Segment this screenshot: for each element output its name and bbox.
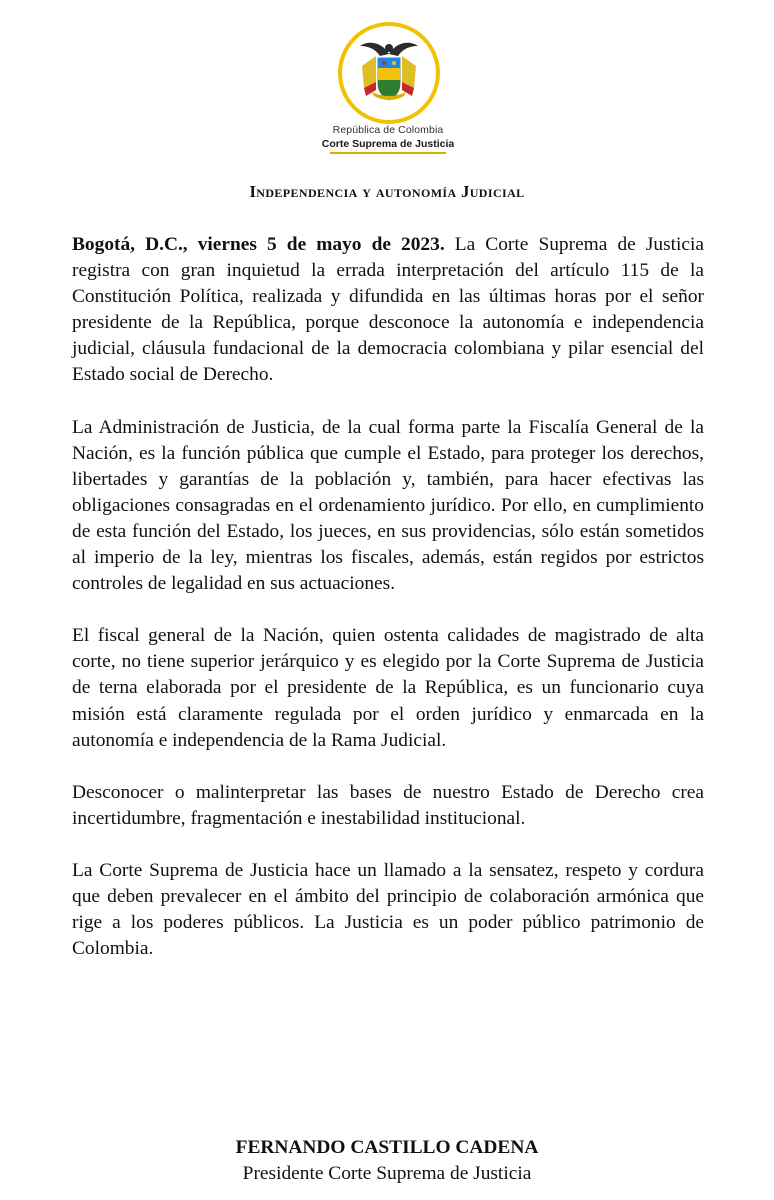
paragraph-2: La Administración de Justicia, de la cual forma parte la Fiscalía General de la Nación, es la función pública que cumple el Estado, para proteger los derechos, libertades y garantías de la población y, también, para hacer efectivas las obligaciones consagradas en el ordenamiento jurídico. Por ello, en cumplimiento de esta función del Estado, los jueces, en sus providencias, sólo están sometidos al imperio de la ley, mientras los fiscales, además, están regidos por estrictos controles de legalidad en sus actuaciones. bbox=[72, 416, 704, 595]
paragraph-4: Desconocer o malinterpretar las bases de nuestro Estado de Derecho crea incertidumbre, fragmentación e inestabilidad institucional. bbox=[72, 781, 704, 829]
issuer-underline bbox=[330, 152, 446, 154]
dateline: Bogotá, D.C., viernes 5 de mayo de 2023. bbox=[72, 234, 445, 255]
signatory-name: FERNANDO CASTILLO CADENA bbox=[235, 1137, 539, 1158]
document-body bbox=[72, 232, 704, 988]
signature-block bbox=[0, 1135, 774, 1187]
issuer-block bbox=[300, 123, 476, 154]
paragraph-1-text: La Corte Suprema de Justicia registra con gran inquietud la errada interpretación del artículo 115 de la Constitución Política, realizada y difundida en las últimas horas por el señor presidente de la República, porque desconoce la autonomía e independencia judicial, cláusula fundacional de la democracia colombiana y pilar esencial del Estado social de Derecho. bbox=[72, 234, 704, 386]
signatory-role: Presidente Corte Suprema de Justicia bbox=[242, 1163, 532, 1184]
document-title: Independencia y autonomía Judicial bbox=[249, 182, 525, 201]
court-seal bbox=[338, 22, 440, 124]
issuer-country: República de Colombia bbox=[332, 124, 444, 136]
paragraph-5: La Corte Suprema de Justicia hace un llamado a la sensatez, respeto y cordura que deben prevalecer en el ámbito del principio de colaboración armónica que rige a los poderes públicos. La Justicia es un poder público patrimonio de Colombia. bbox=[72, 859, 704, 960]
paragraph-3: El fiscal general de la Nación, quien ostenta calidades de magistrado de alta corte, no tiene superior jerárquico y es elegido por la Corte Suprema de Justicia de terna elaborada por el presidente de la República, es un funcionario cuya misión está claramente regulada por el orden jurídico y enmarcada en la autonomía e independencia de la Rama Judicial. bbox=[72, 625, 704, 751]
issuer-court: Corte Suprema de Justicia bbox=[321, 138, 455, 150]
paragraph-1 bbox=[72, 232, 704, 389]
colombia-coat-of-arms-icon bbox=[342, 26, 436, 120]
